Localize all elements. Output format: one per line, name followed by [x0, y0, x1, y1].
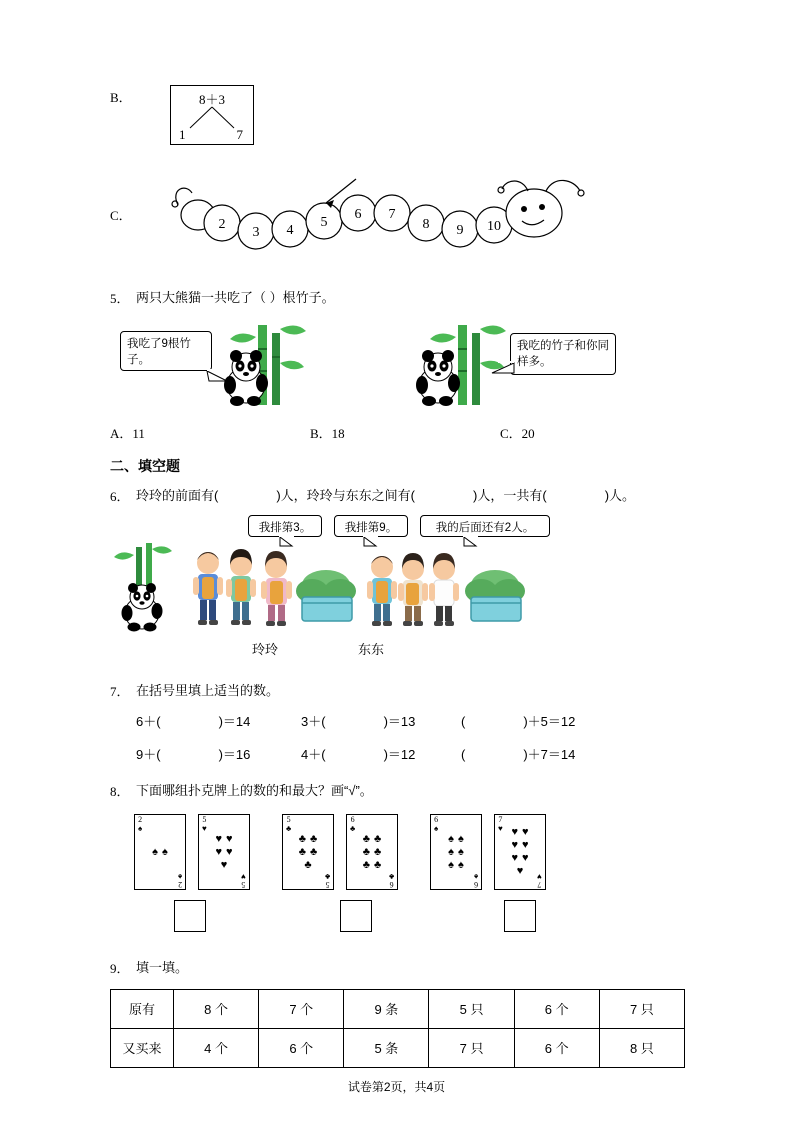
card-corner-top: 7 ♥: [498, 815, 503, 833]
question-7: [110, 681, 685, 702]
q7-eq-4-left: 9＋(: [136, 747, 161, 763]
q7-eq-2-left: 3＋(: [301, 714, 326, 730]
card-pips: [147, 825, 173, 879]
card-pips: [295, 825, 321, 879]
queue-bubble-2-text: 我排第9。: [344, 521, 398, 534]
pip-icon: ♣: [362, 858, 370, 871]
table-row: [111, 989, 685, 1028]
answer-box-3[interactable]: [504, 900, 536, 932]
playing-card[interactable]: [134, 814, 186, 890]
q7-eq-3-left: (: [461, 714, 466, 730]
q7-eq-1: [136, 711, 301, 730]
question-5: [110, 288, 685, 309]
panda-scene: [110, 315, 685, 417]
pip-icon: ♣: [374, 832, 382, 845]
answer-box-1[interactable]: [174, 900, 206, 932]
card-corner-bottom: 5 ♥: [241, 871, 246, 890]
question-9: [110, 958, 685, 979]
pip-icon: ♥: [511, 852, 518, 865]
playing-card[interactable]: [430, 814, 482, 890]
option-c: [110, 163, 685, 280]
card-corner-top: 6 ♣: [350, 815, 356, 833]
table-cell: 4 个: [174, 1028, 259, 1067]
question-9-table: [110, 989, 685, 1068]
pip-icon: ♥: [516, 865, 524, 878]
pip-icon: ♣: [374, 845, 382, 858]
svg-text:4: 4: [286, 223, 294, 238]
pip-icon: ♠: [448, 832, 454, 845]
queue-bubble-3-text: 我的后面还有2人。: [435, 521, 535, 534]
speech-bubble-right-text: 我吃的竹子和你同样多。: [517, 339, 609, 369]
playing-cards-row: [134, 814, 685, 890]
playing-card[interactable]: [346, 814, 398, 890]
q6-part-3: )人，一共有(: [473, 487, 547, 503]
question-8: [110, 781, 685, 802]
question-6-number: 6．: [110, 488, 130, 504]
q7-eq-6-left: (: [461, 747, 466, 763]
queue-scene: [110, 515, 685, 675]
bond-left-value: 1: [179, 127, 186, 142]
card-corner-bottom: 7 ♥: [537, 871, 542, 890]
question-8-text: 下面哪组扑克牌上的数的和最大？画“√”。: [136, 783, 373, 799]
q7-eq-5-right: )＝12: [383, 747, 416, 763]
pip-icon: ♥: [522, 839, 529, 852]
pip-icon: ♣: [304, 858, 312, 871]
svg-text:10: 10: [487, 219, 501, 234]
question-7-number: 7．: [110, 683, 130, 699]
question-9-text: 填一填。: [136, 960, 189, 976]
queue-bubble-2: [334, 515, 408, 537]
page-footer: 试卷第2页，共4页: [347, 1080, 446, 1094]
pip-icon: ♠: [458, 832, 464, 845]
queue-bubble-3: [420, 515, 550, 537]
card-corner-bottom: 2 ♠: [177, 871, 182, 890]
card-corner-top: 5 ♣: [286, 815, 292, 833]
caterpillar-icon: [150, 171, 650, 276]
card-group-1[interactable]: [134, 814, 250, 890]
question-5-choices: [110, 423, 685, 442]
card-pips: [211, 825, 237, 879]
svg-text:8: 8: [422, 217, 430, 232]
pip-icon: ♠: [152, 845, 158, 858]
q7-row-1: [136, 711, 685, 730]
table-cell: 7 个: [259, 989, 344, 1028]
table-cell: 6 个: [514, 1028, 599, 1067]
bond-sum: 8＋3: [198, 92, 225, 107]
table-cell: 9 条: [344, 989, 429, 1028]
choice-a[interactable]: A．11: [110, 425, 145, 441]
option-b: [110, 85, 685, 145]
speech-bubble-left-text: 我吃了9根竹子。: [127, 337, 191, 367]
card-corner-bottom: 5 ♣: [324, 871, 330, 890]
q7-eq-5: [301, 744, 461, 763]
pip-icon: ♥: [522, 826, 529, 839]
pip-icon: ♣: [298, 845, 306, 858]
q7-row-2: [136, 744, 685, 763]
q7-eq-6: [461, 744, 575, 763]
question-5-text: 两只大熊猫一共吃了（ ）根竹子。: [136, 290, 335, 305]
table-cell: 5 条: [344, 1028, 429, 1067]
pip-icon: ♥: [511, 839, 518, 852]
table-cell: 8 只: [599, 1028, 684, 1067]
svg-text:9: 9: [456, 223, 464, 238]
row-header: 原有: [111, 989, 174, 1028]
question-7-equations: [136, 711, 685, 763]
q6-part-4: )人。: [604, 487, 636, 503]
pip-icon: ♠: [162, 845, 168, 858]
pip-icon: ♠: [458, 845, 464, 858]
q6-part-1: 玲玲的前面有(: [136, 487, 219, 503]
table-cell: 8 个: [174, 989, 259, 1028]
playing-card[interactable]: [198, 814, 250, 890]
page-content: [110, 85, 685, 1068]
card-corner-top: 2 ♠: [138, 815, 143, 833]
pip-icon: ♣: [374, 858, 382, 871]
choice-c[interactable]: C．20: [500, 425, 535, 441]
card-pips: [359, 825, 385, 879]
pip-icon: ♠: [448, 858, 454, 871]
choice-b[interactable]: B．18: [310, 425, 345, 441]
card-pips: [443, 825, 469, 879]
bond-right-value: 7: [236, 127, 243, 142]
q7-eq-2: [301, 711, 461, 730]
playing-card[interactable]: [282, 814, 334, 890]
pip-icon: ♣: [310, 832, 318, 845]
speech-bubble-left: [120, 331, 212, 371]
question-8-number: 8．: [110, 784, 130, 800]
pip-icon: ♠: [448, 845, 454, 858]
option-c-label: C．: [110, 208, 132, 223]
pip-icon: ♥: [511, 826, 518, 839]
svg-text:2: 2: [218, 217, 226, 232]
q7-eq-4: [136, 744, 301, 763]
pip-icon: ♣: [298, 832, 306, 845]
number-bond-box: [170, 85, 254, 145]
q7-eq-6-right: )＋7＝14: [523, 747, 576, 763]
pip-icon: ♠: [458, 858, 464, 871]
row-header: 又买来: [111, 1028, 174, 1067]
pip-icon: ♣: [362, 832, 370, 845]
question-7-text: 在括号里填上适当的数。: [136, 682, 280, 698]
table-cell: 5 只: [429, 989, 514, 1028]
table-cell: 7 只: [429, 1028, 514, 1067]
question-9-number: 9．: [110, 961, 130, 977]
card-corner-top: 6 ♠: [434, 815, 439, 833]
queue-bubble-1: [248, 515, 322, 537]
label-linglin: 玲玲: [252, 641, 279, 657]
table-cell: 7 只: [599, 989, 684, 1028]
queue-bubble-1-text: 我排第3。: [258, 521, 312, 534]
card-corner-bottom: 6 ♣: [388, 871, 394, 890]
q7-eq-4-right: )＝16: [218, 747, 251, 763]
card-group-2[interactable]: [282, 814, 398, 890]
pip-icon: ♥: [220, 858, 228, 871]
answer-box-2[interactable]: [340, 900, 372, 932]
question-5-number: 5．: [110, 291, 130, 306]
q7-eq-2-right: )＝13: [383, 714, 416, 730]
pip-icon: ♥: [226, 845, 233, 858]
card-corner-bottom: 6 ♠: [473, 871, 478, 890]
pip-icon: ♣: [362, 845, 370, 858]
pip-icon: ♥: [226, 832, 233, 845]
table-cell: 6 个: [514, 989, 599, 1028]
queue-illustration-icon: [110, 541, 530, 637]
pip-icon: ♣: [310, 845, 318, 858]
pip-icon: ♥: [522, 852, 529, 865]
q6-part-2: )人，玲玲与东东之间有(: [276, 487, 416, 503]
bubble-right-tail-icon: [488, 359, 518, 379]
q7-eq-3: [461, 711, 575, 730]
svg-text:6: 6: [354, 207, 362, 222]
card-corner-top: 5 ♥: [202, 815, 207, 833]
caterpillar-illustration: [150, 171, 650, 280]
table-cell: 6 个: [259, 1028, 344, 1067]
svg-text:7: 7: [388, 207, 396, 222]
pip-icon: ♥: [215, 832, 222, 845]
pip-icon: ♥: [215, 845, 222, 858]
section-2-title: 二、填空题: [110, 457, 180, 474]
answer-box-row: [134, 900, 685, 932]
card-pips: [507, 825, 533, 879]
q7-eq-3-right: )＋5＝12: [523, 714, 576, 730]
playing-card[interactable]: [494, 814, 546, 890]
svg-text:5: 5: [320, 215, 328, 230]
q7-eq-1-right: )＝14: [218, 714, 251, 730]
q7-eq-1-left: 6＋(: [136, 714, 161, 730]
question-6-text: [136, 486, 635, 507]
question-6: [110, 486, 685, 507]
label-dongdong: 东东: [358, 641, 385, 657]
bamboo-panda-left-icon: [220, 319, 310, 411]
table-row: [111, 1028, 685, 1067]
option-b-label: B．: [110, 90, 132, 105]
card-group-3[interactable]: [430, 814, 546, 890]
q7-eq-5-left: 4＋(: [301, 747, 326, 763]
svg-text:3: 3: [252, 225, 260, 240]
speech-bubble-right: [510, 333, 616, 375]
